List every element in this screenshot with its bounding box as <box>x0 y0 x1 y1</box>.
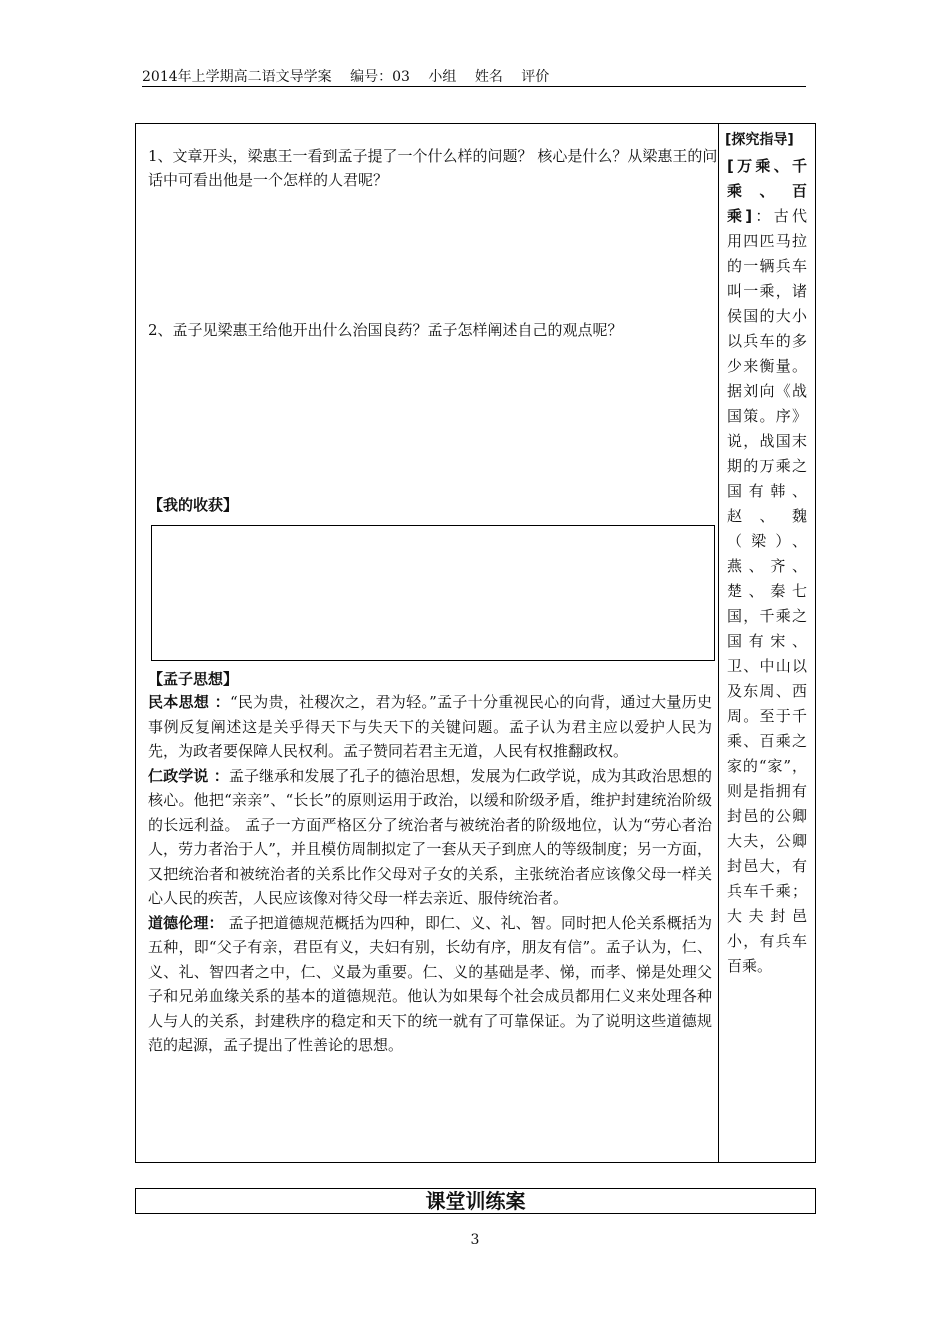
guide-cell <box>719 124 815 1162</box>
evaluation-label: 评价 <box>521 69 550 85</box>
guide-title: [探究指导] <box>725 132 794 148</box>
study-table <box>135 123 816 1163</box>
guide-term: [万乘、千乘、百乘] <box>727 157 807 225</box>
question-2: 2、孟子见梁惠王给他开出什么治国良药？孟子怎样阐述自己的观点呢？ <box>148 321 623 339</box>
minben-text: “民为贵，社稷次之，君为轻。”孟子十分重视民心的向背，通过大量历史事例反复阐述这是关乎得天下与失天下的关键问题。孟子认为君主应以爱护人民为先，为政者要保障人民权利。孟子赞同若君主无道，人民有权推翻政权。 <box>148 693 712 760</box>
group-label: 小组 <box>428 69 457 85</box>
renzheng-paragraph <box>148 764 712 911</box>
guide-text: ：古代用四匹马拉的一辆兵车叫一乘，诸侯国的大小以兵车的多少来衡量。据刘向《战国策。序》说，战国末期的万乘之国有韩、赵、魏（梁）、燕、齐、楚、秦七国，千乘之国有宋、卫、中山以及东周、西周。至于千乘、百乘之家的“家”，则是指拥有封邑的公卿大夫，公卿封邑大，有兵车千乘；大夫封邑小，有兵车百乘。 <box>727 207 807 975</box>
daode-label: 道德伦理： <box>148 913 224 932</box>
page-number: 3 <box>470 1232 480 1248</box>
minben-paragraph <box>148 690 712 764</box>
my-gain-title: 【我的收获】 <box>148 496 239 514</box>
guide-body <box>727 154 807 979</box>
renzheng-text: 孟子继承和发展了孔子的德治思想，发展为仁政学说，成为其政治思想的核心。他把“亲亲”、“长长”的原则运用于政治，以缓和阶级矛盾，维护封建统治阶级的长远利益。 孟子一方面严格区分了统治者与被统治者的阶级地位，认为“劳心者治人，劳力者治于人”，并且模仿周制拟定了一套从天子到庶人的等级制度；另一方面，又把统治者和被统治者的关系比作父母对子女的关系，主张统治者应该像父母一样关心人民的疾苦，人民应该像对待父母一样去亲近、服侍统治者。 <box>148 766 712 907</box>
mencius-thought-title: 【孟子思想】 <box>148 670 239 688</box>
daode-text: 孟子把道德规范概括为四种，即仁、义、礼、智。同时把人伦关系概括为五种，即“父子有亲，君臣有义，夫妇有别，长幼有序，朋友有信”。孟子认为，仁、义、礼、智四者之中，仁、义最为重要。仁、义的基础是孝、悌，而孝、悌是处理父子和兄弟血缘关系的基本的道德规范。他认为如果每个社会成员都用仁义来处理各种人与人的关系，封建秩序的稳定和天下的统一就有了可靠保证。为了说明这些道德规范的起源，孟子提出了性善论的思想。 <box>148 913 712 1054</box>
mencius-thought-body <box>148 690 712 1058</box>
name-label: 姓名 <box>474 69 503 85</box>
my-gain-answer-box[interactable] <box>151 525 715 661</box>
renzheng-label: 仁政学说 ： <box>148 766 229 785</box>
daode-paragraph <box>148 911 712 1058</box>
main-content-cell <box>136 124 719 1162</box>
course-title: 2014年上学期高二语文导学案 <box>142 69 332 85</box>
page-header <box>142 66 806 87</box>
document-number: 编号：03 <box>350 69 410 85</box>
classroom-training-title: 课堂训练案 <box>135 1188 816 1214</box>
minben-label: 民本思想 ： <box>148 693 230 711</box>
question-1: 1、文章开头，梁惠王一看到孟子提了一个什么样的问题？ 核心是什么？从梁惠王的问话中可看出他是一个怎样的人君呢？ <box>148 147 718 189</box>
